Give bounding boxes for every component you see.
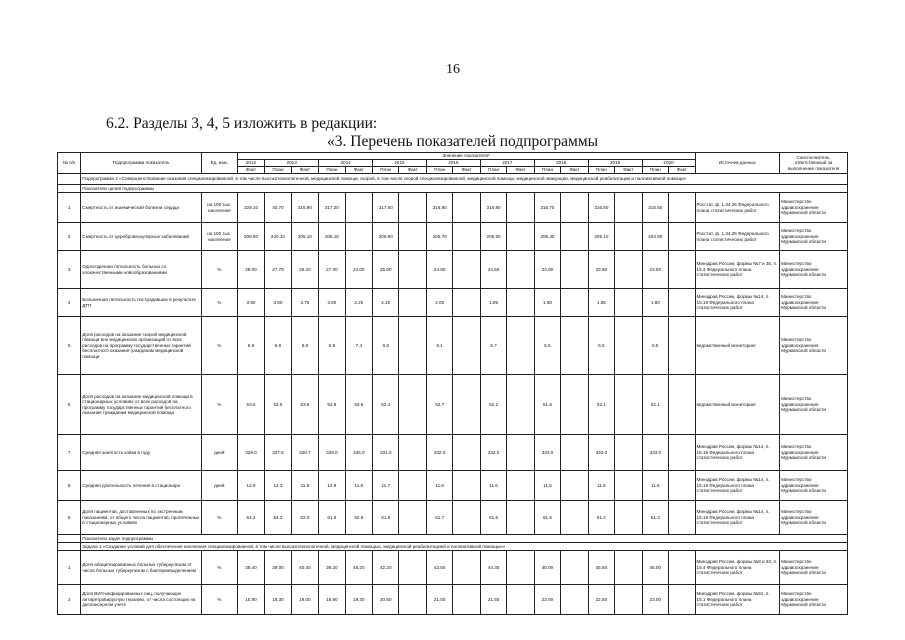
row-value: [669, 435, 696, 471]
row-value: 20.50: [373, 585, 399, 615]
header-num: № п/п: [58, 153, 81, 174]
row-unit: на 100 тыс. населения: [201, 223, 237, 251]
row-value: 24.00: [534, 251, 560, 289]
row-value: 1.80: [642, 289, 668, 317]
indicators-table: [57, 152, 848, 615]
row-value: [507, 551, 534, 585]
header-responsible: Соисполнитель, ответственный за выполнение показателя: [780, 153, 848, 174]
row-value: 52.8: [319, 375, 345, 435]
row-value: [561, 193, 588, 223]
row-value: 208.60: [237, 223, 264, 251]
row-value: [507, 435, 534, 471]
table-row: [58, 223, 848, 251]
row-number: 7: [58, 435, 81, 471]
header-sub: План: [588, 167, 614, 174]
row-value: [615, 375, 642, 435]
header-sub: План: [265, 167, 291, 174]
table-row: [58, 435, 848, 471]
row-value: [453, 251, 480, 289]
row-value: 6.9: [237, 317, 264, 375]
row-value: 333.0: [588, 435, 614, 471]
row-unit: %: [201, 289, 237, 317]
row-source: Минздрав России, формы №7 и 35, п. 15.3 Федерального плана статистических работ: [695, 251, 780, 289]
row-unit: на 100 тыс. населения: [201, 193, 237, 223]
row-value: 3.90: [237, 289, 264, 317]
goal-rows: [58, 193, 848, 535]
row-value: [669, 223, 696, 251]
row-value: 12.3: [265, 471, 291, 501]
row-value: 1.90: [534, 289, 560, 317]
row-value: 39.00: [265, 551, 291, 585]
header-year: 2019: [588, 160, 642, 167]
row-value: [669, 375, 696, 435]
row-value: 52.1: [588, 375, 614, 435]
row-value: [561, 375, 588, 435]
row-value: 42.20: [373, 551, 399, 585]
row-value: [399, 289, 426, 317]
row-value: [561, 585, 588, 615]
row-value: 11.5: [534, 471, 560, 501]
row-indicator-name: Смертность от цереброваскулярных заболеваний: [81, 223, 202, 251]
header-values-group: Значение показателя*: [237, 153, 695, 160]
row-value: 22.50: [588, 585, 614, 615]
row-value: 317.20: [319, 193, 345, 223]
row-value: 25.00: [373, 251, 399, 289]
header-sub: Факт: [453, 167, 480, 174]
row-value: 51.6: [534, 375, 560, 435]
header-name: Подпрограмма показатель: [81, 153, 202, 174]
row-value: [399, 223, 426, 251]
row-value: 54.2: [265, 501, 291, 535]
row-responsible: Министерство здравоохранения Мурманской области: [780, 251, 848, 289]
row-value: [615, 193, 642, 223]
row-number: 2: [58, 585, 81, 615]
row-value: [561, 289, 588, 317]
row-value: [399, 317, 426, 375]
row-value: [345, 223, 372, 251]
table-row: [58, 471, 848, 501]
row-responsible: Министерство здравоохранения Мурманской области: [780, 435, 848, 471]
row-value: 1.85: [588, 289, 614, 317]
row-indicator-name: Смертность от ишемической болезни сердца: [81, 193, 202, 223]
row-value: 6.9: [319, 317, 345, 375]
row-value: 23.00: [642, 585, 668, 615]
row-value: 61.3: [642, 501, 668, 535]
row-value: 52.7: [426, 375, 452, 435]
row-value: [507, 289, 534, 317]
row-unit: %: [201, 551, 237, 585]
row-value: [669, 551, 696, 585]
row-value: 11.5: [642, 471, 668, 501]
row-value: [615, 317, 642, 375]
header-sub: Факт: [561, 167, 588, 174]
row-value: 205.10: [588, 223, 614, 251]
header-sub: Факт: [615, 167, 642, 174]
row-value: 61.7: [426, 501, 452, 535]
row-value: [453, 585, 480, 615]
row-value: 11.8: [345, 471, 372, 501]
row-value: [669, 251, 696, 289]
row-value: 52.4: [373, 375, 399, 435]
row-value: [615, 501, 642, 535]
row-value: [399, 471, 426, 501]
row-value: 332.0: [426, 435, 452, 471]
row-indicator-name: Доля ВИЧ-инфицированных лиц, получающих антиретровирусную терапию, от числа состоящих на диспансерном учете: [81, 585, 202, 615]
row-number: 6: [58, 375, 81, 435]
row-value: 5.5: [534, 317, 560, 375]
row-value: 5.7: [480, 317, 506, 375]
row-value: 24.50: [480, 251, 506, 289]
row-value: 316.80: [291, 193, 318, 223]
header-sub: Факт: [669, 167, 696, 174]
row-number: 4: [58, 289, 81, 317]
row-number: 1: [58, 193, 81, 223]
row-value: 1.95: [480, 289, 506, 317]
row-value: [453, 501, 480, 535]
row-value: 6.9: [265, 317, 291, 375]
header-year: 2018: [534, 160, 588, 167]
header-year: 2020: [642, 160, 695, 167]
row-value: 46.00: [642, 551, 668, 585]
table-row: [58, 289, 848, 317]
row-value: 52.1: [642, 375, 668, 435]
page-number: 16: [446, 62, 460, 77]
row-value: [561, 551, 588, 585]
row-value: [399, 501, 426, 535]
row-value: 24.00: [345, 251, 372, 289]
row-value: [669, 317, 696, 375]
row-value: [453, 289, 480, 317]
row-value: 2.25: [345, 289, 372, 317]
row-responsible: Министерство здравоохранения Мурманской области: [780, 317, 848, 375]
row-value: [615, 471, 642, 501]
row-value: 205.70: [426, 223, 452, 251]
row-value: [561, 435, 588, 471]
row-value: 205.30: [534, 223, 560, 251]
row-value: [507, 223, 534, 251]
row-value: [561, 501, 588, 535]
row-number: 1: [58, 551, 81, 585]
row-value: [453, 317, 480, 375]
header-source: Источник данных: [695, 153, 780, 174]
row-value: [453, 551, 480, 585]
row-value: 62.8: [345, 501, 372, 535]
header-sub: План: [373, 167, 399, 174]
row-responsible: Министерство здравоохранения Мурманской области: [780, 223, 848, 251]
row-unit: дней: [201, 471, 237, 501]
row-indicator-name: Средняя длительность лечения в стационаре: [81, 471, 202, 501]
section-title: 6.2. Разделы 3, 4, 5 изложить в редакции:: [106, 115, 378, 132]
row-value: 6.8: [373, 317, 399, 375]
row-value: 23.50: [642, 251, 668, 289]
header-sub: Факт: [345, 167, 372, 174]
row-value: [615, 223, 642, 251]
header-year: 2013: [265, 160, 319, 167]
row-value: 316.90: [426, 193, 452, 223]
header-year: 2017: [480, 160, 534, 167]
row-value: 5.5: [642, 317, 668, 375]
row-value: [453, 435, 480, 471]
row-indicator-name: Больничная летальность пострадавших в результате ДТП: [81, 289, 202, 317]
row-number: 9: [58, 501, 81, 535]
row-value: 23.80: [588, 251, 614, 289]
row-value: [507, 317, 534, 375]
row-number: 8: [58, 471, 81, 501]
row-value: 62.0: [291, 501, 318, 535]
header-sub: Факт: [399, 167, 426, 174]
header-unit: Ед. изм.: [201, 153, 237, 174]
header-row-top: [58, 153, 848, 160]
row-value: [561, 317, 588, 375]
row-value: 40.70: [265, 193, 291, 223]
table-row: [58, 375, 848, 435]
header-sub: План: [426, 167, 452, 174]
row-indicator-name: Доля расходов на оказание скорой медицинской помощи вне медицинских организаций от всех расходов на программу государственных гарантий бесплатного оказания гражданам медицинской помощи: [81, 317, 202, 375]
row-value: [507, 375, 534, 435]
row-responsible: Министерство здравоохранения Мурманской области: [780, 585, 848, 615]
row-value: 45.00: [534, 551, 560, 585]
row-source: Минздрав России, формы №14, п. 15.18 Федерального плана статистических работ: [695, 289, 780, 317]
row-value: [615, 435, 642, 471]
row-responsible: Министерство здравоохранения Мурманской области: [780, 193, 848, 223]
header-sub: План: [534, 167, 560, 174]
row-value: 335.0: [345, 435, 372, 471]
row-value: [507, 471, 534, 501]
table-row: [58, 585, 848, 615]
row-indicator-name: Доля абациллированных больных туберкулезом от числа больных туберкулезом с бактериовыделением: [81, 551, 202, 585]
row-value: 61.6: [480, 501, 506, 535]
row-value: 12.9: [237, 471, 264, 501]
row-value: 45.50: [588, 551, 614, 585]
row-source: ведомственный мониторинг: [695, 317, 780, 375]
subprogram-caption: Подпрограмма 2 «Совершенствование оказания специализированной, в том числе высокотехнологичной, медицинской помощи, скорой, в том числе скорой специализированной, медицинской помощи, медицинской эвакуации, медицинской реабилитации и паллиативной помощи»: [81, 174, 848, 185]
row-value: 11.6: [480, 471, 506, 501]
row-value: 19.30: [345, 585, 372, 615]
row-value: 205.50: [480, 223, 506, 251]
row-value: [561, 223, 588, 251]
row-indicator-name: Доля расходов на оказание медицинской помощи в стационарных условиях от всех расходов на программу государственных гарантий бесплатного оказания гражданам медицинской помощи: [81, 375, 202, 435]
row-value: 316.50: [642, 193, 668, 223]
header-year: 2015: [373, 160, 427, 167]
row-indicator-name: Доля пациентов, доставленных по экстренным показаниям, от общего числа пациентов, пролеченных в стационарных условиях: [81, 501, 202, 535]
row-value: [399, 251, 426, 289]
row-value: [399, 435, 426, 471]
row-unit: дней: [201, 435, 237, 471]
row-value: 329.7: [291, 435, 318, 471]
row-value: [669, 501, 696, 535]
row-number: 3: [58, 251, 81, 289]
row-value: 333.0: [642, 435, 668, 471]
row-source: Минздрав России, формы №61, п. 15.1 Федерального плана статистических работ: [695, 585, 780, 615]
row-value: 43.50: [426, 551, 452, 585]
row-value: 19.00: [291, 585, 318, 615]
row-value: [507, 501, 534, 535]
row-source: Минздрав России, формы №8 и 33, п. 15.4 Федерального плана статистических работ: [695, 551, 780, 585]
row-value: 11.5: [588, 471, 614, 501]
row-value: 53.6: [237, 375, 264, 435]
row-value: 21.00: [426, 585, 452, 615]
row-responsible: Министерство здравоохранения Мурманской области: [780, 471, 848, 501]
row-value: 53.6: [291, 375, 318, 435]
row-value: [453, 471, 480, 501]
table-row: [58, 501, 848, 535]
row-value: 7.4: [345, 317, 372, 375]
row-value: 316.80: [480, 193, 506, 223]
table-row: [58, 551, 848, 585]
row-source: Минздрав России, формы №14, п. 15.18 Федерального плана статистических работ: [695, 435, 780, 471]
row-value: 61.8: [373, 501, 399, 535]
row-value: 316.70: [534, 193, 560, 223]
row-value: 44.30: [480, 551, 506, 585]
row-unit: %: [201, 501, 237, 535]
row-number: 5: [58, 317, 81, 375]
row-value: 3.75: [291, 289, 318, 317]
row-value: [561, 471, 588, 501]
row-source: Минздрав России, формы №14, п. 15.18 Федерального плана статистических работ: [695, 471, 780, 501]
row-value: 11.7: [373, 471, 399, 501]
row-value: [669, 471, 696, 501]
row-unit: %: [201, 317, 237, 375]
row-value: [669, 585, 696, 615]
table-row: [58, 193, 848, 223]
header-sub: План: [480, 167, 506, 174]
row-value: [615, 551, 642, 585]
header-sub: План: [319, 167, 345, 174]
row-value: 329.10: [237, 193, 264, 223]
row-value: [453, 375, 480, 435]
header-year: 2016: [426, 160, 480, 167]
row-value: 316.60: [588, 193, 614, 223]
row-value: 54.2: [237, 501, 264, 535]
row-value: 3.80: [319, 289, 345, 317]
row-responsible: Министерство здравоохранения Мурманской области: [780, 289, 848, 317]
row-value: 22.00: [534, 585, 560, 615]
row-value: [615, 585, 642, 615]
row-value: 52.2: [480, 375, 506, 435]
row-value: [399, 551, 426, 585]
row-value: 12.9: [319, 471, 345, 501]
row-number: 2: [58, 223, 81, 251]
row-value: 53.6: [345, 375, 372, 435]
row-value: [615, 289, 642, 317]
row-source: Минздрав России, формы №14, п. 15.18 Федерального плана статистических работ: [695, 501, 780, 535]
row-value: 40.40: [291, 551, 318, 585]
row-responsible: Министерство здравоохранения Мурманской области: [780, 551, 848, 585]
row-value: [399, 585, 426, 615]
row-source: ведомственный мониторинг: [695, 375, 780, 435]
row-value: 18.30: [265, 585, 291, 615]
row-value: 15.90: [237, 585, 264, 615]
row-value: [507, 585, 534, 615]
header-sub: План: [642, 167, 668, 174]
row-value: 3.80: [265, 289, 291, 317]
row-value: 206.10: [319, 223, 345, 251]
task-rows: [58, 551, 848, 615]
row-value: 61.9: [319, 501, 345, 535]
row-responsible: Министерство здравоохранения Мурманской области: [780, 501, 848, 535]
table-row: [58, 317, 848, 375]
row-value: 11.9: [291, 471, 318, 501]
row-value: 27.00: [319, 251, 345, 289]
row-value: 327.5: [265, 435, 291, 471]
row-value: 27.70: [265, 251, 291, 289]
row-value: 2.00: [426, 289, 452, 317]
row-source: Росстат, ф. 1.34.25 Федерального плана статистических работ: [695, 193, 780, 223]
goal-indicators-caption: Показатели целей подпрограммы: [81, 185, 848, 193]
row-unit: %: [201, 585, 237, 615]
row-value: 2.10: [373, 289, 399, 317]
row-responsible: Министерство здравоохранения Мурманской области: [780, 375, 848, 435]
header-year: 2012: [237, 160, 264, 167]
row-unit: %: [201, 375, 237, 435]
row-value: [507, 251, 534, 289]
row-value: 28.00: [237, 251, 264, 289]
row-value: [399, 375, 426, 435]
row-unit: %: [201, 251, 237, 289]
row-indicator-name: Одногодичная летальность больных со злокачественными новообразованиями: [81, 251, 202, 289]
row-value: 39.20: [319, 551, 345, 585]
row-value: 204.90: [642, 223, 668, 251]
row-value: 333.0: [534, 435, 560, 471]
row-value: 5.5: [588, 317, 614, 375]
row-indicator-name: Средняя занятость койки в году: [81, 435, 202, 471]
header-sub: Факт: [507, 167, 534, 174]
row-value: [453, 193, 480, 223]
row-value: [561, 251, 588, 289]
row-value: 11.6: [426, 471, 452, 501]
row-value: 6.1: [426, 317, 452, 375]
row-value: 61.4: [588, 501, 614, 535]
header-year: 2014: [319, 160, 373, 167]
task-indicators-caption: Показатели задач подпрограммы: [81, 535, 848, 543]
row-value: [399, 193, 426, 223]
row-value: 38.40: [237, 551, 264, 585]
row-value: 317.00: [373, 193, 399, 223]
row-value: [507, 193, 534, 223]
row-value: 6.9: [291, 317, 318, 375]
header-sub: Факт: [237, 167, 264, 174]
row-value: 220.10: [265, 223, 291, 251]
table-title: «3. Перечень показателей подпрограммы: [327, 133, 599, 150]
row-value: 205.90: [373, 223, 399, 251]
row-value: [669, 193, 696, 223]
row-value: 26.20: [291, 251, 318, 289]
row-value: 53.6: [265, 375, 291, 435]
row-value: [615, 251, 642, 289]
row-value: [453, 223, 480, 251]
task1-caption: Задача 1 «Создание условий для обеспечения населения специализированной, в том числе высокотехнологичной, медицинской помощью, медицинской реабилитацией и паллиативной помощью»: [81, 543, 848, 551]
table-row: [58, 251, 848, 289]
row-value: 332.0: [480, 435, 506, 471]
header-sub: Факт: [291, 167, 318, 174]
row-value: 61.5: [534, 501, 560, 535]
row-value: 205.10: [291, 223, 318, 251]
row-value: [669, 289, 696, 317]
row-value: [345, 193, 372, 223]
row-value: 331.0: [373, 435, 399, 471]
row-value: 21.50: [480, 585, 506, 615]
row-value: 329.0: [319, 435, 345, 471]
row-value: 24.90: [426, 251, 452, 289]
row-value: 18.90: [319, 585, 345, 615]
row-source: Росстат, ф. 1.34.25 Федерального плана статистических работ: [695, 223, 780, 251]
row-value: 329.0: [237, 435, 264, 471]
row-value: 48.20: [345, 551, 372, 585]
